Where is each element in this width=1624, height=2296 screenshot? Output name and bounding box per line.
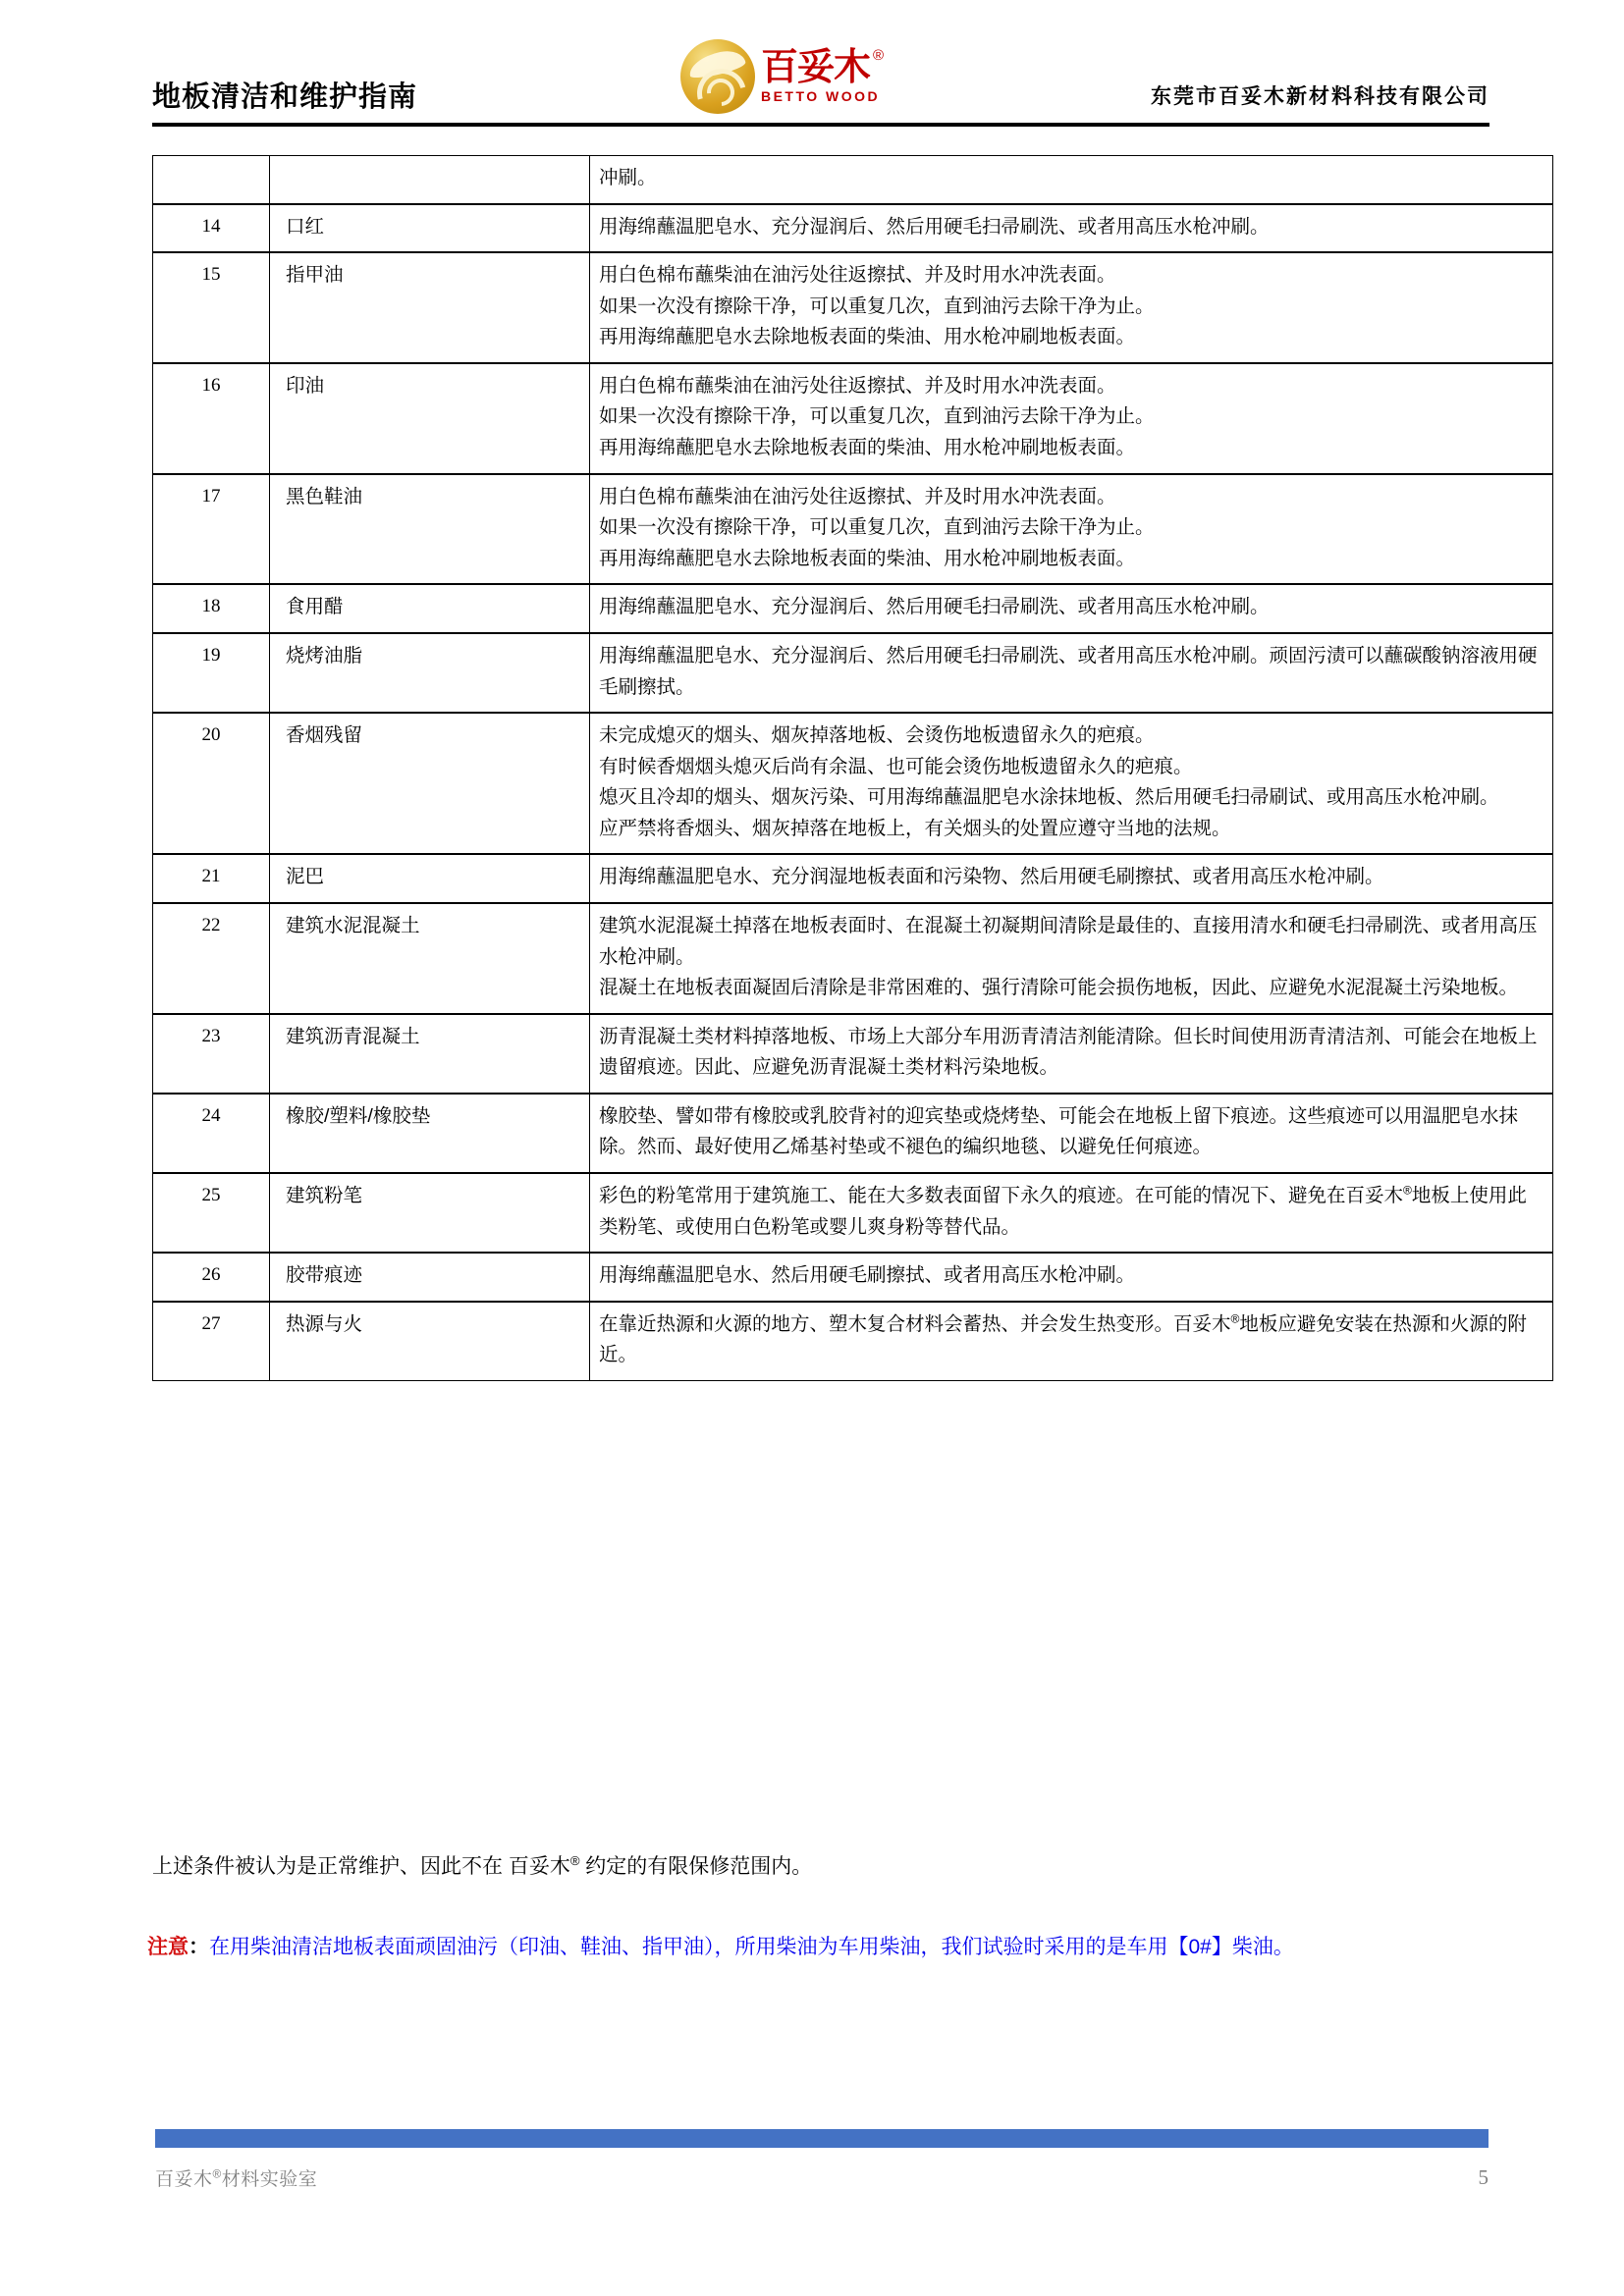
description-line: 混凝土在地板表面凝固后清除是非常困难的、强行清除可能会损伤地板，因此、应避免水泥混凝土污染地板。 bbox=[599, 977, 1519, 999]
warranty-note-paragraph bbox=[152, 1847, 1497, 1888]
row-number: 15 bbox=[153, 252, 270, 363]
row-stain-name: 黑色鞋油 bbox=[270, 474, 590, 585]
table-row bbox=[153, 903, 1553, 1014]
description-line: 未完成熄灭的烟头、烟灰掉落地板、会烫伤地板遗留永久的疤痕。 bbox=[599, 724, 1155, 747]
row-description bbox=[590, 1014, 1553, 1094]
table-row bbox=[153, 1302, 1553, 1381]
row-stain-name: 热源与火 bbox=[270, 1302, 590, 1381]
row-number: 26 bbox=[153, 1253, 270, 1302]
warranty-note-text: 上述条件被认为是正常维护、因此不在 百妥木® 约定的有限保修范围内。 bbox=[152, 1853, 813, 1878]
row-description bbox=[590, 854, 1553, 903]
description-line: 用白色棉布蘸柴油在油污处往返擦拭、并及时用水冲洗表面。 bbox=[599, 485, 1116, 507]
description-line: 有时候香烟烟头熄灭后尚有余温、也可能会烫伤地板遗留永久的疤痕。 bbox=[599, 755, 1193, 777]
table-row bbox=[153, 1014, 1553, 1094]
row-number: 21 bbox=[153, 854, 270, 903]
description-line: 如果一次没有擦除干净，可以重复几次，直到油污去除干净为止。 bbox=[599, 405, 1155, 428]
table-row bbox=[153, 854, 1553, 903]
caution-label: 注意 bbox=[147, 1936, 189, 1958]
description-line: 用海绵蘸温肥皂水、充分润湿地板表面和污染物、然后用硬毛刷擦拭、或者用高压水枪冲刷。 bbox=[599, 866, 1384, 888]
page-title: 地板清洁和维护指南 bbox=[152, 81, 418, 113]
page-footer bbox=[155, 2164, 1489, 2191]
description-line: 在靠近热源和火源的地方、塑木复合材料会蓄热、并会发生热变形。百妥木®地板应避免安装在热源和火源的附近。 bbox=[599, 1311, 1527, 1366]
row-stain-name: 建筑水泥混凝土 bbox=[270, 903, 590, 1014]
row-description bbox=[590, 713, 1553, 854]
page-number: 5 bbox=[1478, 2165, 1489, 2189]
table-row bbox=[153, 584, 1553, 633]
row-stain-name: 食用醋 bbox=[270, 584, 590, 633]
company-name: 东莞市百妥木新材料科技有限公司 bbox=[1151, 85, 1489, 108]
caution-separator: ： bbox=[189, 1936, 209, 1958]
description-line: 如果一次没有擦除干净，可以重复几次，直到油污去除干净为止。 bbox=[599, 516, 1155, 539]
row-number: 16 bbox=[153, 363, 270, 474]
logo-spiral-icon bbox=[701, 73, 739, 111]
row-description bbox=[590, 204, 1553, 253]
row-stain-name: 建筑粉笔 bbox=[270, 1173, 590, 1253]
footer-lab-name: 百妥木®材料实验室 bbox=[155, 2167, 318, 2190]
logo-wordmark bbox=[760, 46, 885, 105]
row-number: 27 bbox=[153, 1302, 270, 1381]
description-line: 熄灭且冷却的烟头、烟灰污染、可用海绵蘸温肥皂水涂抹地板、然后用硬毛扫帚刷试、或用高压水枪冲刷。 bbox=[599, 786, 1499, 809]
description-line: 再用海绵蘸肥皂水去除地板表面的柴油、用水枪冲刷地板表面。 bbox=[599, 547, 1136, 569]
header-row bbox=[152, 33, 1489, 116]
description-line: 应严禁将香烟头、烟灰掉落在地板上，有关烟头的处置应遵守当地的法规。 bbox=[599, 817, 1231, 839]
row-description bbox=[590, 474, 1553, 585]
row-description bbox=[590, 633, 1553, 713]
page-header bbox=[152, 33, 1489, 120]
footer-accent-bar bbox=[155, 2129, 1489, 2148]
table-row bbox=[153, 1253, 1553, 1302]
row-number: 25 bbox=[153, 1173, 270, 1253]
row-stain-name: 橡胶/塑料/橡胶垫 bbox=[270, 1094, 590, 1173]
row-description bbox=[590, 363, 1553, 474]
description-line: 用白色棉布蘸柴油在油污处往返擦拭、并及时用水冲洗表面。 bbox=[599, 374, 1116, 397]
logo-chinese-name: 百妥木 bbox=[760, 46, 870, 88]
description-line: 橡胶垫、譬如带有橡胶或乳胶背衬的迎宾垫或烧烤垫、可能会在地板上留下痕迹。这些痕迹可以用温肥皂水抹除。然而、最好使用乙烯基衬垫或不褪色的编织地毯、以避免任何痕迹。 bbox=[599, 1104, 1519, 1158]
description-line: 用海绵蘸温肥皂水、充分湿润后、然后用硬毛扫帚刷洗、或者用高压水枪冲刷。 bbox=[599, 596, 1270, 618]
row-stain-name: 建筑沥青混凝土 bbox=[270, 1014, 590, 1094]
row-description bbox=[590, 1302, 1553, 1381]
brand-logo bbox=[680, 39, 884, 114]
row-stain-name: 泥巴 bbox=[270, 854, 590, 903]
description-line: 建筑水泥混凝土掉落在地板表面时、在混凝土初凝期间清除是最佳的、直接用清水和硬毛扫帚刷洗、或者用高压水枪冲刷。 bbox=[599, 914, 1538, 968]
row-description bbox=[590, 1094, 1553, 1173]
description-line: 用海绵蘸温肥皂水、然后用硬毛刷擦拭、或者用高压水枪冲刷。 bbox=[599, 1264, 1136, 1287]
row-number: 23 bbox=[153, 1014, 270, 1094]
table-row bbox=[153, 204, 1553, 253]
row-description bbox=[590, 1173, 1553, 1253]
row-stain-name: 印油 bbox=[270, 363, 590, 474]
description-line: 如果一次没有擦除干净，可以重复几次，直到油污去除干净为止。 bbox=[599, 294, 1155, 317]
description-line: 用海绵蘸温肥皂水、充分湿润后、然后用硬毛扫帚刷洗、或者用高压水枪冲刷。 bbox=[599, 215, 1270, 238]
caution-note bbox=[147, 1926, 1522, 1968]
description-line: 冲刷。 bbox=[599, 167, 657, 188]
row-number bbox=[153, 156, 270, 204]
row-number: 17 bbox=[153, 474, 270, 585]
description-line: 彩色的粉笔常用于建筑施工、能在大多数表面留下永久的痕迹。在可能的情况下、避免在百妥木®地板上使用此类粉笔、或使用白色粉笔或婴儿爽身粉等替代品。 bbox=[599, 1183, 1527, 1238]
row-number: 24 bbox=[153, 1094, 270, 1173]
stain-care-table bbox=[152, 155, 1553, 1381]
row-description bbox=[590, 252, 1553, 363]
table-row bbox=[153, 156, 1553, 204]
table-body bbox=[153, 156, 1553, 1381]
row-number: 22 bbox=[153, 903, 270, 1014]
table-row bbox=[153, 1094, 1553, 1173]
row-description bbox=[590, 1253, 1553, 1302]
caution-text: 在用柴油清洁地板表面顽固油污（印油、鞋油、指甲油），所用柴油为车用柴油，我们试验时采用的是车用【0#】柴油。 bbox=[209, 1936, 1294, 1958]
description-line: 再用海绵蘸肥皂水去除地板表面的柴油、用水枪冲刷地板表面。 bbox=[599, 437, 1136, 459]
row-number: 20 bbox=[153, 713, 270, 854]
row-description bbox=[590, 156, 1553, 204]
row-stain-name: 指甲油 bbox=[270, 252, 590, 363]
header-divider bbox=[152, 123, 1489, 127]
row-stain-name bbox=[270, 156, 590, 204]
table-row bbox=[153, 713, 1553, 854]
row-number: 19 bbox=[153, 633, 270, 713]
description-line: 沥青混凝土类材料掉落地板、市场上大部分车用沥青清洁剂能清除。但长时间使用沥青清洁剂、可能会在地板上遗留痕迹。因此、应避免沥青混凝土类材料污染地板。 bbox=[599, 1025, 1538, 1079]
table-row bbox=[153, 363, 1553, 474]
registered-trademark-icon: ® bbox=[872, 46, 885, 64]
row-number: 18 bbox=[153, 584, 270, 633]
description-line: 用白色棉布蘸柴油在油污处往返擦拭、并及时用水冲洗表面。 bbox=[599, 264, 1116, 287]
row-number: 14 bbox=[153, 204, 270, 253]
table-row bbox=[153, 633, 1553, 713]
row-stain-name: 胶带痕迹 bbox=[270, 1253, 590, 1302]
logo-english-name: BETTO WOOD bbox=[760, 88, 881, 105]
table-row bbox=[153, 252, 1553, 363]
table-row bbox=[153, 474, 1553, 585]
row-stain-name: 口红 bbox=[270, 204, 590, 253]
row-description bbox=[590, 584, 1553, 633]
description-line: 再用海绵蘸肥皂水去除地板表面的柴油、用水枪冲刷地板表面。 bbox=[599, 326, 1136, 348]
row-stain-name: 烧烤油脂 bbox=[270, 633, 590, 713]
description-line: 用海绵蘸温肥皂水、充分湿润后、然后用硬毛扫帚刷洗、或者用高压水枪冲刷。顽固污渍可以蘸碳酸钠溶液用硬毛刷擦拭。 bbox=[599, 644, 1538, 698]
row-description bbox=[590, 903, 1553, 1014]
logo-cn-row bbox=[760, 46, 885, 88]
row-stain-name: 香烟残留 bbox=[270, 713, 590, 854]
table-row bbox=[153, 1173, 1553, 1253]
logo-emblem-icon bbox=[680, 39, 755, 114]
